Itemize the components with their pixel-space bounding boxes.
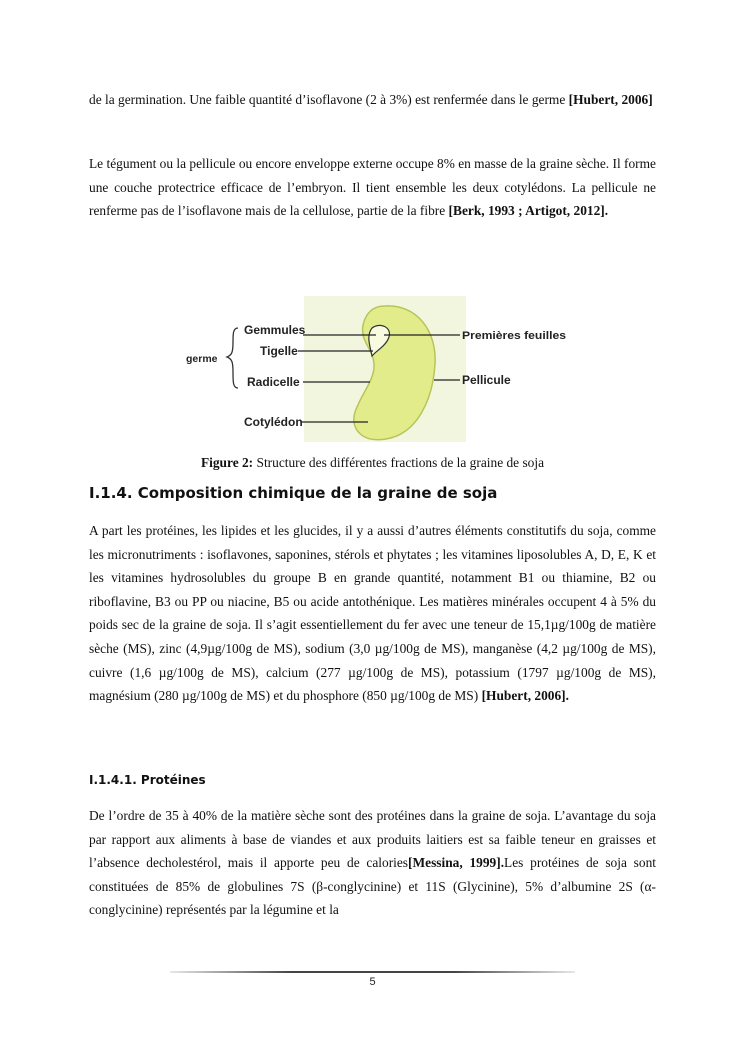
page-number: 5: [369, 976, 376, 988]
citation: [Hubert, 2006]: [568, 92, 653, 107]
subsection-heading: I.1.4.1. Protéines: [89, 773, 206, 787]
paragraph-text-continued: Les protéines de soja sont constituées de 85% de globulines 7S (β-conglycinine) et 11S (Glycinine), 5% d’albumine 2S (α-conglycinine) représentés par la légumine et la: [89, 855, 656, 918]
citation: [Hubert, 2006].: [481, 688, 569, 704]
citation: [Berk, 1993 ; Artigot, 2012].: [448, 203, 609, 219]
citation: [Messina, 1999].: [408, 855, 505, 871]
footer-divider: [170, 971, 575, 973]
label-cotyledon: Cotylédon: [244, 415, 303, 429]
paragraph-proteines: [89, 804, 656, 922]
seed-structure-figure: [180, 294, 572, 444]
label-pellicule: Pellicule: [462, 373, 511, 387]
germe-brace: [227, 328, 238, 388]
label-tigelle: Tigelle: [260, 344, 298, 358]
label-radicelle: Radicelle: [247, 375, 300, 389]
paragraph-text: de la germination. Une faible quantité d’isoflavone (2 à 3%) est renfermée dans le germe: [89, 92, 569, 107]
caption-label: Figure 2:: [200, 455, 254, 470]
paragraph-text: De l’ordre de 35 à 40% de la matière sèche sont des protéines dans la graine de soja. L’avantage du soja par rapport aux aliments à base de viandes et aux produits laitiers est sa faible teneur en graisses et l’absence decholestérol, mais il apporte peu de calories: [89, 808, 656, 871]
figure-caption: [0, 455, 745, 471]
section-heading: I.1.4. Composition chimique de la graine de soja: [89, 484, 498, 502]
paragraph-text: Le tégument ou la pellicule ou encore enveloppe externe occupe 8% en masse de la graine sèche. Il forme une couche protectrice efficace de l’embryon. Il tient ensemble les deux cotylédons. La pellicule ne renferme pas de l’isoflavone mais de la cellulose, partie de la fibre: [89, 156, 656, 219]
paragraph-text: A part les protéines, les lipides et les glucides, il y a aussi d’autres éléments constitutifs du soja, comme les micronutriments : isoflavones, saponines, stérols et phytates ; les vitamines liposolubles A, D, E, K et les vitamines hydrosolubles du groupe B en grande quantité, notamment B1 ou thiamine, B2 ou riboflavine, B3 ou PP ou niacine, B5 ou acide antothénique. Les matières minérales occupent 4 à 5% du poids sec de la graine de soja. Il s’agit essentiellement du fer avec une teneur de 15,1µg/100g de matière sèche (MS), zinc (4,9µg/100g de MS), sodium (3,0 µg/100g de MS), manganèse (4,2 µg/100g de MS), cuivre (1,6 µg/100g de MS), calcium (277 µg/100g de MS), potassium (1797 µg/100g de MS), magnésium (280 µg/100g de MS) et du phosphore (850 µg/100g de MS): [89, 523, 656, 704]
paragraph-tegument: [89, 152, 656, 223]
paragraph-germination: [89, 88, 656, 112]
caption-text: Structure des différentes fractions de la graine de soja: [253, 455, 545, 470]
seed-diagram: [180, 294, 572, 444]
label-germe: germe: [186, 353, 218, 365]
label-gemmules: Gemmules: [244, 323, 306, 337]
paragraph-composition: [89, 519, 656, 708]
label-premieres-feuilles: Premières feuilles: [462, 330, 566, 342]
